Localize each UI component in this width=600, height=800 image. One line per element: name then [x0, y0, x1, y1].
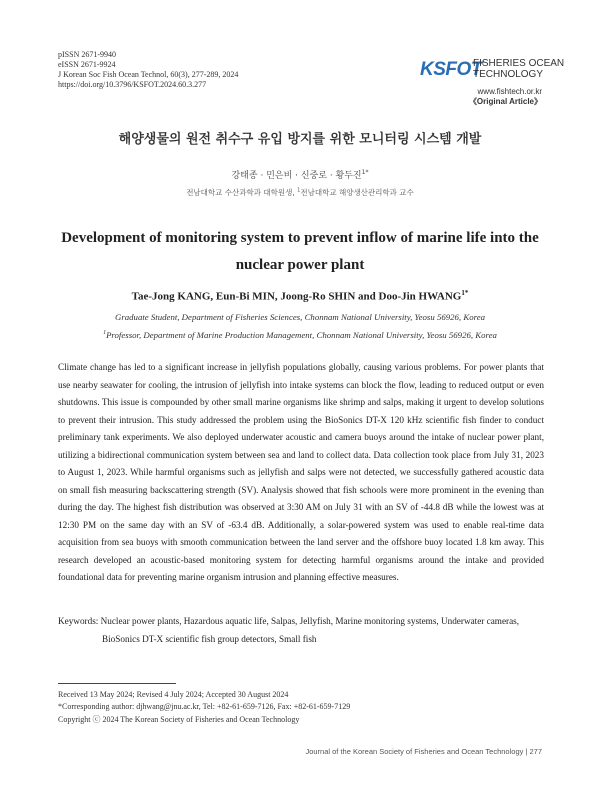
- abstract: Climate change has led to a significant increase in jellyfish populations globally, causing various problems. For power plants that use nearby seawater for cooling, the intrusion of jellyfish into intake systems can block the flow, leading to reduced output or even shutdowns. This issue is compounded by other small marine organisms like shrimp and salps, making it urgent to develop solutions to prevent their intrusion. This study addressed the problem using the BioSonics DT-X 120 kHz scientific fish finder to conduct preliminary tank experiments. We also deployed underwater acoustic and camera buoys around the intake of nuclear power plant, utilizing a bidirectional communication system between sea and land to collect data. Data collection took place from July 31, 2023 to August 1, 2023. While harmful organisms such as jellyfish and salps were not detected, we successfully gathered acoustic data on small fish measuring backscattering strength (SV). Analysis showed that fish schools were more prominent in the evening than during the day. The highest fish distribution was observed at 3:30 AM on July 31 with an SV of -44.8 dB while the lowest was at 12:30 PM on the same day with an SV of -63.4 dB. Additionally, a solar-powered system was used to enable real-time data acquisition from sea buoys with smooth communication between the land server and the offshore buoy located 1.8 km away. This research developed an acoustic-based monitoring system for detecting harmful organisms around the intake and provided foundational data for preventing marine organism intrusion and planning effective measures.: [58, 362, 544, 582]
- journal-logo: [420, 57, 565, 83]
- article-type: 《Original Article》: [468, 97, 542, 106]
- logo-mark: KSFOT: [420, 59, 482, 80]
- page-footer: Journal of the Korean Society of Fisheries and Ocean Technology | 277: [305, 747, 542, 756]
- citation: J Korean Soc Fish Ocean Technol, 60(3), 277-289, 2024: [58, 70, 239, 79]
- keywords-line2: BioSonics DT-X scientific fish group detectors, Small fish: [102, 634, 317, 644]
- copyright: Copyright ⓒ 2024 The Korean Society of Fisheries and Ocean Technology: [58, 714, 300, 724]
- keywords-line1: Nuclear power plants, Hazardous aquatic life, Salpas, Jellyfish, Marine monitoring systems, Underwater cameras,: [100, 616, 520, 626]
- korean-authors: 강태종 · 민은비 · 신중로 · 황두진$^{1*}$: [231, 169, 369, 181]
- pissn: pISSN 2671-9940: [58, 50, 117, 59]
- english-affiliation-1: Graduate Student, Department of Fisheries Sciences, Chonnam National University, Yeosu 56926, Korea: [114, 312, 485, 322]
- keywords: [58, 612, 544, 648]
- doi-link[interactable]: https://doi.org/10.3796/KSFOT.2024.60.3.277: [58, 80, 207, 89]
- journal-metadata: [58, 50, 238, 90]
- english-authors: Tae-Jong KANG, Eun-Bi MIN, Joong-Ro SHIN and Doo-Jin $HWANG^{1*}$: [131, 289, 469, 303]
- eissn: eISSN 2671-9924: [58, 60, 116, 69]
- logo-line1: FISHERIES OCEAN: [473, 58, 565, 69]
- website-link[interactable]: www.fishtech.or.kr: [477, 87, 542, 96]
- footnote-divider: [58, 683, 176, 684]
- footnotes: [58, 689, 350, 726]
- korean-title: 해양생물의 원전 취수구 유입 방지를 위한 모니터링 시스템 개발: [118, 132, 482, 147]
- corresponding-author: *Corresponding author: djhwang@jnu.ac.kr, Tel: +82-61-659-7126, Fax: +82-61-659-7129: [58, 702, 351, 712]
- journal-site-info: [469, 87, 542, 107]
- logo-line2: TECHNOLOGY: [473, 69, 544, 80]
- korean-affiliation: 전남대학교 수산과학과 대학원생, $^1$전남대학교 해양생산관리학과 교수: [186, 187, 414, 197]
- english-title: Development of monitoring system to prevent inflow of marine life into the nuclear power plant: [61, 230, 539, 273]
- keywords-label: Keywords:: [58, 616, 99, 626]
- received-dates: Received 13 May 2024; Revised 4 July 2024; Accepted 30 August 2024: [58, 690, 289, 699]
- english-affiliation-2: $^1$Professor, Department of Marine Production Management, Chonnam National University, Yeosu 56926, Korea: [103, 330, 497, 340]
